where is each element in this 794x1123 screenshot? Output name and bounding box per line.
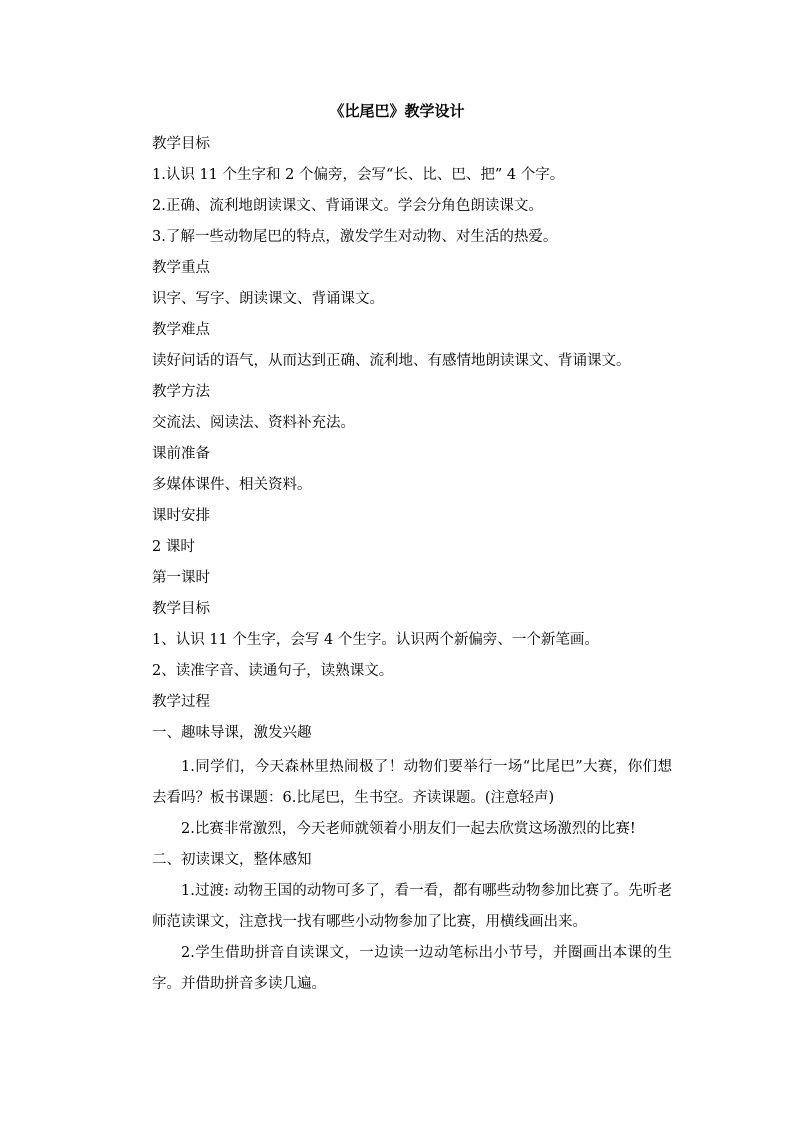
preparation-text: 多媒体课件、相关资料。 xyxy=(152,477,312,493)
goal-item-1: 1.认识 11 个生字和 2 个偏旁，会写“长、比、巴、把” 4 个字。 xyxy=(152,167,565,183)
heading-difficulties: 教学难点 xyxy=(152,322,210,338)
heading-key-points: 教学重点 xyxy=(152,260,210,276)
schedule-text: 2 课时 xyxy=(152,539,195,555)
heading-schedule: 课时安排 xyxy=(152,508,210,524)
key-points-text: 识字、写字、朗读课文、背诵课文。 xyxy=(152,291,384,307)
process-paragraph-2: 2.比赛非常激烈，今天老师就领着小朋友们一起去欣赏这场激烈的比赛! xyxy=(181,821,636,837)
methods-text: 交流法、阅读法、资料补充法。 xyxy=(152,415,355,431)
process-paragraph-1: 1.同学们，今天森林里热闹极了！动物们要举行一场“比尾巴”大赛，你们想去看吗？板书课题：6.比尾巴，生书空。齐读课题。(注意轻声) xyxy=(152,759,672,806)
process-paragraph-3: 1.过渡: 动物王国的动物可多了，看一看，都有哪些动物参加比赛了。先听老师范读课文，注意找一找有哪些小动物参加了比赛，用横线画出来。 xyxy=(152,883,672,930)
heading-process: 教学过程 xyxy=(152,694,210,710)
lesson-goal-1: 1、认识 11 个生字，会写 4 个生字。认识两个新偏旁、一个新笔画。 xyxy=(152,632,599,648)
section-2-heading: 二、初读课文，整体感知 xyxy=(152,852,312,868)
heading-preparation: 课前准备 xyxy=(152,446,210,462)
process-paragraph-4: 2.学生借助拼音自读课文，一边读一边动笔标出小节号，并圈画出本课的生字。并借助拼音多读几遍。 xyxy=(152,945,672,992)
heading-teaching-goals: 教学目标 xyxy=(152,136,210,152)
heading-first-lesson: 第一课时 xyxy=(152,570,210,586)
document-title: 《比尾巴》教学设计 xyxy=(329,102,465,120)
goal-item-3: 3.了解一些动物尾巴的特点，激发学生对动物、对生活的热爱。 xyxy=(152,229,558,245)
difficulties-text: 读好问话的语气，从而达到正确、流利地、有感情地朗读课文、背诵课文。 xyxy=(152,353,631,369)
heading-lesson-goals: 教学目标 xyxy=(152,601,210,617)
goal-item-2: 2.正确、流利地朗读课文、背诵课文。学会分角色朗读课文。 xyxy=(152,198,543,214)
section-1-heading: 一、趣味导课，激发兴趣 xyxy=(152,725,312,741)
lesson-goal-2: 2、读准字音、读通句子，读熟课文。 xyxy=(152,663,394,679)
heading-methods: 教学方法 xyxy=(152,384,210,400)
